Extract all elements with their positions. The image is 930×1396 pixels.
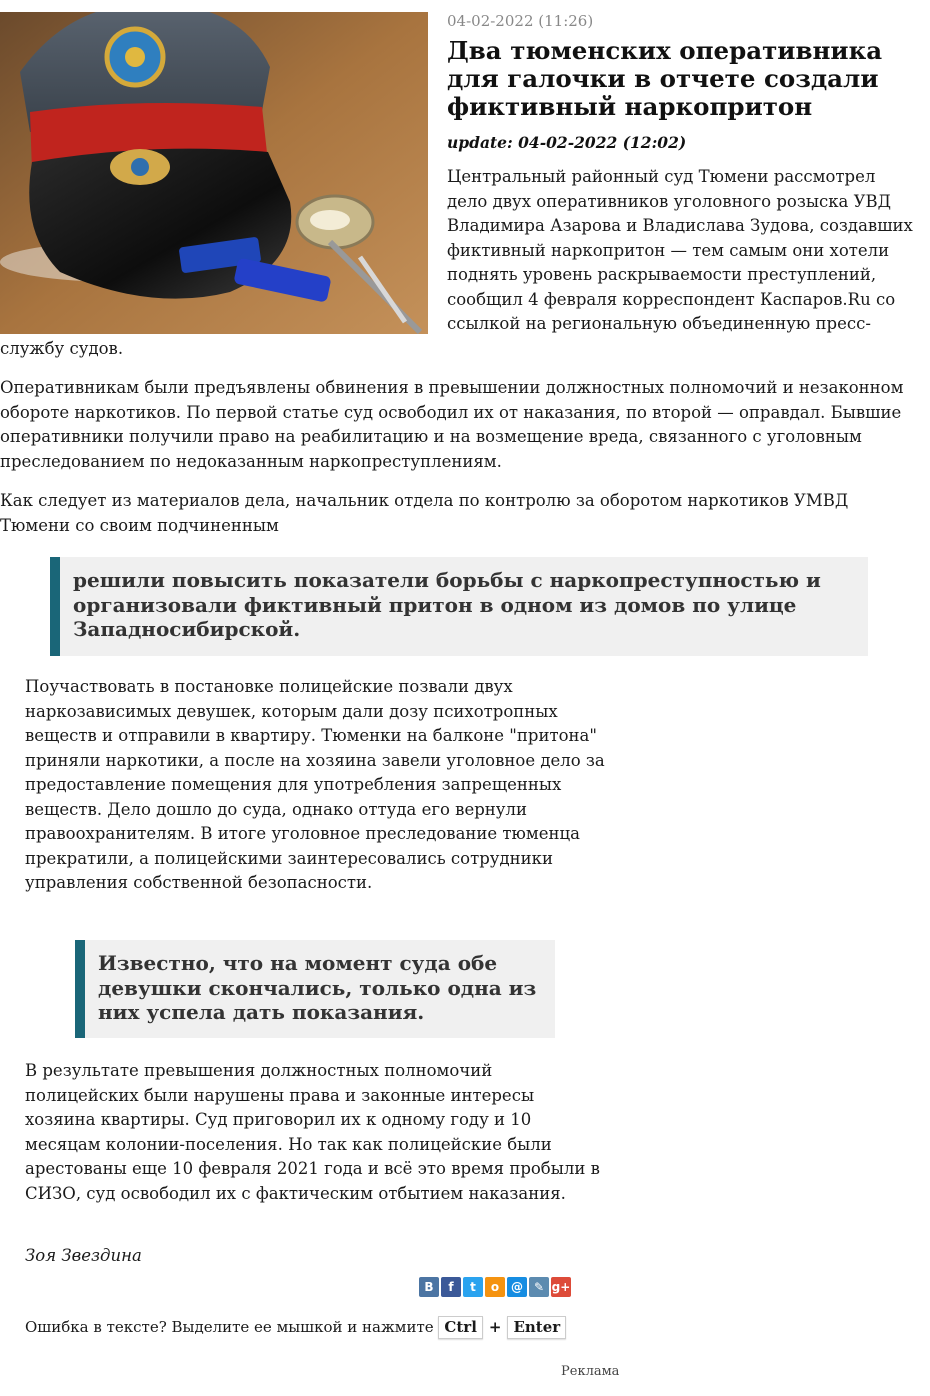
plus-sign: +	[488, 1318, 502, 1336]
blockquote-2-text: Известно, что на момент суда обе девушки скончались, только одна из них успела дать показания.	[98, 951, 537, 1024]
paragraph-4: Поучаствовать в постановке полицейские позвали двух наркозависимых девушек, которым дали дозу психотропных веществ и отправили в квартиру. Тюменки на балконе "притона" приняли наркотики, а после на хозяина завели уголовное дело за предоставление помещения для употребления запрещенных веществ. Дело дошло до суда, однако оттуда его вернули правоохранителям. В итоге уголовное преследование тюменца прекратили, а полицейскими заинтересовались сотрудники управления собственной безопасности.	[25, 677, 605, 892]
share-buttons	[419, 1277, 573, 1299]
blockquote-1-text: решили повысить показатели борьбы с наркопреступностью и организовали фиктивный притон в одном из домов по улице Западносибирской.	[73, 568, 821, 641]
lead-paragraph-wrapper	[0, 165, 930, 361]
blockquote-2	[75, 940, 555, 1038]
enter-key: Enter	[507, 1316, 566, 1339]
ad-label: Реклама	[561, 1364, 620, 1379]
publish-date: 04-02-2022 (11:26)	[447, 12, 594, 30]
livejournal-share-icon[interactable]: ✎	[529, 1277, 549, 1297]
twitter-share-icon[interactable]: t	[463, 1277, 483, 1297]
facebook-share-icon[interactable]: f	[441, 1277, 461, 1297]
ctrl-key: Ctrl	[438, 1316, 482, 1339]
odnoklassniki-share-icon[interactable]: о	[485, 1277, 505, 1297]
paragraph-3: Как следует из материалов дела, начальник отдела по контролю за оборотом наркотиков УМВД Тюмени со своим подчиненным	[0, 491, 849, 535]
update-date: update: 04-02-2022 (12:02)	[447, 133, 687, 152]
paragraph-1: Центральный районный суд Тюмени рассмотрел дело двух оперативников уголовного розыска УВД Владимира Азарова и Владислава Зудова, создавших фиктивный наркопритон — тем самым они хотели поднять уровень раскрываемости преступлений, сообщил 4 февраля корреспондент Каспаров.Ru со ссылкой на региональную объединенную пресс-службу судов.	[0, 167, 913, 358]
article-header	[447, 12, 927, 152]
blockquote-1	[50, 557, 868, 656]
vkontakte-share-icon[interactable]: В	[419, 1277, 439, 1297]
paragraph-2: Оперативникам были предъявлены обвинения в превышении должностных полномочий и незаконном обороте наркотиков. По первой статье суд освободил их от наказания, по второй — оправдал. Бывшие оперативники получили право на реабилитацию и на возмещение вреда, связанного с уголовным преследованием по недоказанным наркопреступлениям.	[0, 378, 904, 471]
googleplus-share-icon[interactable]: g+	[551, 1277, 571, 1297]
paragraph-5: В результате превышения должностных полномочий полицейских были нарушены права и законные интересы хозяина квартиры. Суд приговорил их к одному году и 10 месяцам колонии-поселения. Но так как полицейские были арестованы еще 10 февраля 2021 года и всё это время пробыли в СИЗО, суд освободил их с фактическим отбытием наказания.	[25, 1061, 600, 1203]
error-report-text: Ошибка в тексте? Выделите ее мышкой и нажмите	[25, 1318, 434, 1336]
error-report	[25, 1316, 566, 1339]
photo-float-spacer	[0, 165, 447, 335]
mailru-share-icon[interactable]: @	[507, 1277, 527, 1297]
author-name: Зоя Звездина	[25, 1246, 142, 1265]
article-title: Два тюменских оперативника для галочки в отчете создали фиктивный наркопритон	[447, 36, 883, 121]
